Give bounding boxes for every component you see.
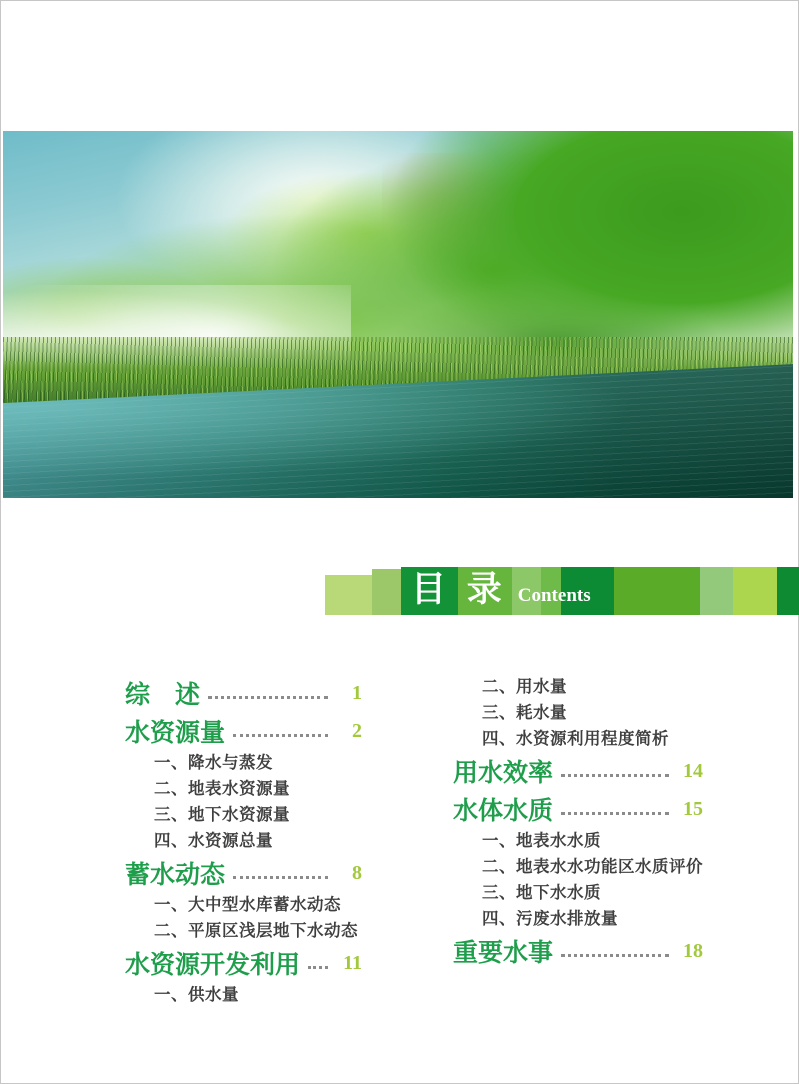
toc-subentry: 一、地表水水质 xyxy=(482,832,601,850)
toc-entry-label: 综 述 xyxy=(125,682,201,709)
toc-page-number: 2 xyxy=(352,719,362,742)
toc-page-number: 1 xyxy=(352,681,362,704)
toc-subentry: 四、水资源利用程度简析 xyxy=(482,730,669,748)
contents-title-cn: 目 录 xyxy=(411,570,508,609)
toc-subentry: 三、地下水资源量 xyxy=(154,806,290,824)
toc-subentry: 二、地表水资源量 xyxy=(154,780,290,798)
toc-entry-label: 重要水事 xyxy=(453,940,554,967)
toc-page-number: 18 xyxy=(683,939,703,962)
toc-column-left xyxy=(125,674,362,1008)
toc-subentry: 四、水资源总量 xyxy=(154,832,273,850)
toc-entry-storage-dynamics xyxy=(125,854,362,892)
toc-entry-development-utilization xyxy=(125,944,362,982)
toc-entry-label: 用水效率 xyxy=(453,760,554,787)
toc-entry-label: 蓄水动态 xyxy=(125,862,226,889)
banner-color-block xyxy=(614,567,700,615)
dot-leader xyxy=(561,812,669,815)
toc-subentry: 三、地下水水质 xyxy=(482,884,601,902)
toc-page-number: 14 xyxy=(683,759,703,782)
banner-color-block xyxy=(777,567,799,615)
dot-leader xyxy=(561,954,669,957)
toc-entry-label: 水体水质 xyxy=(453,798,554,825)
dot-leader xyxy=(208,696,328,699)
dot-leader xyxy=(233,876,328,879)
banner-color-block xyxy=(325,575,372,615)
toc-subentry: 一、大中型水库蓄水动态 xyxy=(154,896,341,914)
toc-entry-water-use-efficiency xyxy=(453,752,703,790)
banner-color-block xyxy=(372,569,401,615)
toc-entry-label: 水资源开发利用 xyxy=(125,952,301,979)
contents-title-en: Contents xyxy=(517,585,591,606)
dot-leader xyxy=(233,734,328,737)
dot-leader xyxy=(561,774,669,777)
toc-entry-overview xyxy=(125,674,362,712)
toc-entry-label: 水资源量 xyxy=(125,720,226,747)
toc-page-number: 11 xyxy=(343,951,362,974)
toc-subentry: 三、耗水量 xyxy=(482,704,567,722)
banner-color-block xyxy=(700,567,733,615)
toc-subentry: 二、用水量 xyxy=(482,678,567,696)
toc-subentry: 二、平原区浅层地下水动态 xyxy=(154,922,358,940)
contents-banner-text xyxy=(411,567,591,615)
toc-subentry: 二、地表水水功能区水质评价 xyxy=(482,858,703,876)
dot-leader xyxy=(308,966,328,969)
toc-subentry: 一、供水量 xyxy=(154,986,239,1004)
contents-banner xyxy=(325,567,799,615)
toc-page-number: 8 xyxy=(352,861,362,884)
toc-entry-water-resources xyxy=(125,712,362,750)
landscape-photo xyxy=(3,131,793,498)
toc-page-number: 15 xyxy=(683,797,703,820)
toc-entry-water-quality xyxy=(453,790,703,828)
toc-column-right xyxy=(453,674,703,970)
toc-entry-important-water-events xyxy=(453,932,703,970)
toc-subentry: 一、降水与蒸发 xyxy=(154,754,273,772)
banner-color-block xyxy=(733,567,777,615)
toc-subentry: 四、污废水排放量 xyxy=(482,910,618,928)
